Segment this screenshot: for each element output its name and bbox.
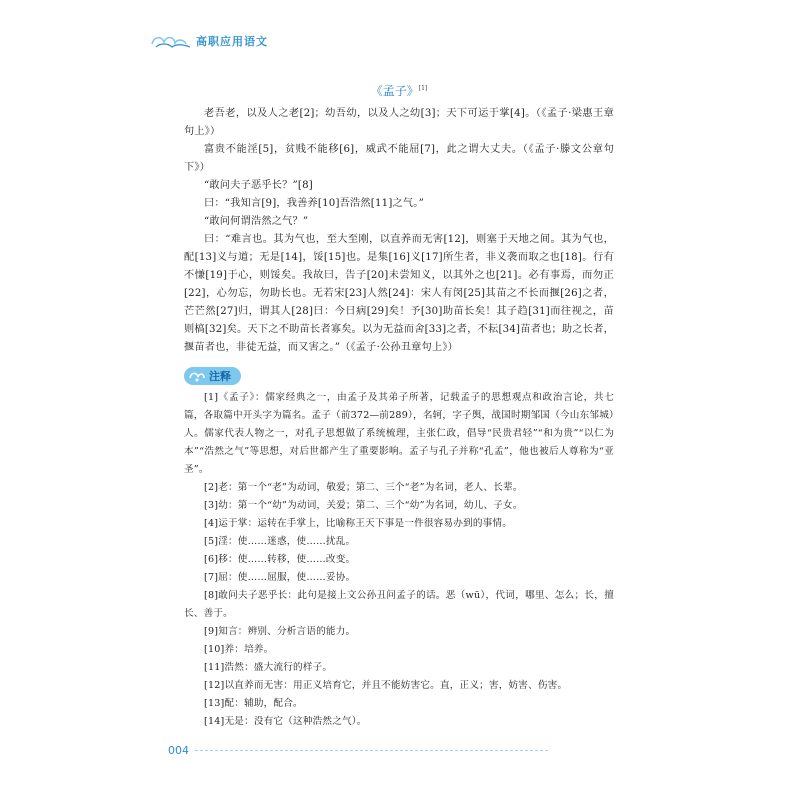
paragraph: “敢问夫子恶乎长？”[8] (204, 180, 313, 191)
notes-badge (184, 367, 241, 385)
note-item: [4]运于掌：运转在手掌上，比喻称王天下事是一件很容易办到的事情。 (204, 518, 513, 529)
section-title-text: 《孟子》 (370, 84, 419, 98)
paragraph: “敢问何谓浩然之气？” (204, 216, 309, 227)
book-title: 高职应用语文 (196, 35, 268, 48)
original-text (184, 105, 614, 357)
page-number: 004 (168, 743, 189, 757)
note-item: [8]敢问夫子恶乎长：此句是接上文公孙丑问孟子的话。恶（wū），代词，哪里、怎么；长，擅长、善于。 (184, 590, 614, 619)
note-item: [9]知言：辨别、分析言语的能力。 (204, 626, 356, 637)
paragraph: 曰：“我知言[9]，我善养[10]吾浩然[11]之气。” (204, 198, 424, 209)
paragraph: 老吾老，以及人之老[2]；幼吾幼，以及人之幼[3]；天下可运于掌[4]。（《孟子·梁惠王章句上》） (184, 108, 614, 137)
notes-list (184, 389, 614, 731)
note-item: [11]浩然：盛大流行的样子。 (204, 662, 333, 673)
paragraph: 曰：“难言也。其为气也，至大至刚，以直养而无害[12]，则塞于天地之间。其为气也，配[13]义与道；无是[14]，馁[15]也。是集[16]义[17]所生者，非义袭而取之也[18]。行有不慊[19]于心，则馁矣。我故曰，告子[20]未尝知义，以其外之也[21]。必有事焉，而勿正[22]，心勿忘，勿助长也。无若宋[23]人然[24]：宋人有闵[25]其苗之不长而揠[26]之者，芒芒然[27]归，谓其人[28]曰：今日病[29]矣！予[30]助苗长矣！其子趋[31]而往视之，苗则槁[32]矣。天下之不助苗长者寡矣。以为无益而舍[33]之者，不耘[34]苗者也；助之长者，揠苗者也，非徒无益，而又害之。”（《孟子·公孙丑章句上》） (184, 234, 614, 353)
paragraph: 富贵不能淫[5]，贫贱不能移[6]，威武不能屈[7]，此之谓大丈夫。（《孟子·滕文公章句下》） (184, 144, 614, 173)
notes-label: 注释 (209, 370, 231, 383)
cloud-swirl-icon (188, 369, 206, 383)
page-body (184, 72, 614, 731)
section-title (184, 82, 614, 99)
cloud-swirl-icon (150, 32, 192, 50)
note-item: [6]移：使……转移，使……改变。 (204, 554, 356, 565)
note-item: [10]养：培养。 (204, 644, 274, 655)
note-item: [2]老：第一个“老”为动词，敬爱；第二、三个“老”为名词，老人、长辈。 (204, 482, 523, 493)
section-title-footnote: [1] (418, 85, 428, 92)
notes-header (184, 367, 614, 385)
footer-divider (195, 750, 548, 751)
note-item: [1]《孟子》：儒家经典之一，由孟子及其弟子所著，记载孟子的思想观点和政治言论，共七篇，各取篇中开头字为篇名。孟子（前372—前289），名轲，字子舆，战国时期邹国（今山东邹城）人。儒家代表人物之一，对孔子思想做了系统梳理，主张仁政，倡导“民贵君轻”“和为贵”“以仁为本”“浩然之气”等思想，对后世都产生了重要影响。孟子与孔子并称“孔孟”，他也被后人尊称为“亚圣”。 (184, 392, 614, 475)
note-item: [5]淫：使……迷惑，使……扰乱。 (204, 536, 356, 547)
note-item: [14]无是：没有它（这种浩然之气）。 (204, 716, 367, 727)
page-footer (168, 740, 548, 760)
note-item: [13]配：辅助，配合。 (204, 698, 303, 709)
running-header (150, 30, 268, 52)
note-item: [3]幼：第一个“幼”为动词，关爱；第二、三个“幼”为名词，幼儿、子女。 (204, 500, 523, 511)
note-item: [7]屈：使……屈服，使……妥协。 (204, 572, 356, 583)
note-item: [12]以直养而无害：用正义培育它，并且不能妨害它。直，正义；害，妨害、伤害。 (204, 680, 568, 691)
